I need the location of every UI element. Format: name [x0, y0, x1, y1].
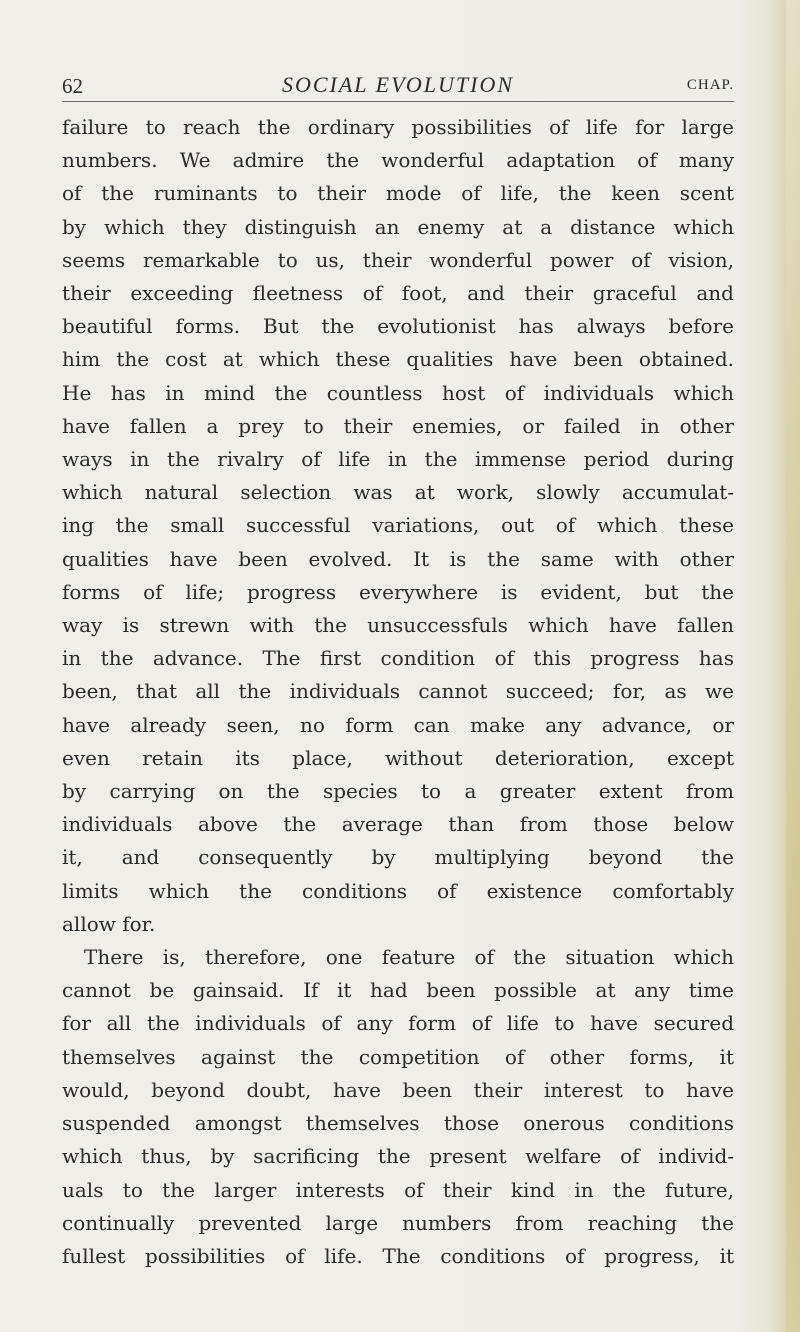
text-line: limits which the conditions of existence comfortably	[62, 878, 734, 903]
text-line: fullest possibilities of life. The conditions of progress, it	[62, 1243, 734, 1268]
text-line: have fallen a prey to their enemies, or failed in other	[62, 413, 734, 438]
text-line: qualities have been evolved. It is the same with other	[62, 546, 734, 571]
text-line: numbers. We admire the wonderful adaptation of many	[62, 148, 734, 173]
text-line: by which they distinguish an enemy at a distance which	[62, 214, 734, 239]
text-line: have already seen, no form can make any advance, or	[62, 712, 734, 737]
text-line: ing the small successful variations, out of which these	[62, 513, 734, 538]
text-line: suspended amongst themselves those onerous conditions	[62, 1111, 734, 1136]
chapter-label: CHAP.	[686, 77, 734, 93]
text-line: which thus, by sacrificing the present welfare of individ-	[62, 1144, 734, 1169]
text-line: He has in mind the countless host of individuals which	[62, 380, 734, 405]
text-line: him the cost at which these qualities have been obtained.	[62, 347, 734, 372]
header-rule	[62, 101, 734, 102]
text-line: ways in the rivalry of life in the immense period during	[62, 447, 734, 472]
text-line: continually prevented large numbers from reaching the	[62, 1210, 734, 1235]
text-line: been, that all the individuals cannot succeed; for, as we	[62, 679, 734, 704]
page-edge-shadow	[786, 0, 800, 1332]
text-line: way is strewn with the unsuccessfuls which have fallen	[62, 613, 734, 638]
text-line: There is, therefore, one feature of the situation which	[84, 945, 734, 970]
text-line: forms of life; progress everywhere is evident, but the	[62, 579, 734, 604]
text-line: would, beyond doubt, have been their interest to have	[62, 1077, 734, 1102]
text-line: it, and consequently by multiplying beyond the	[62, 845, 734, 870]
text-line: individuals above the average than from those below	[62, 812, 734, 837]
text-line: even retain its place, without deterioration, except	[62, 745, 734, 770]
text-line: seems remarkable to us, their wonderful power of vision,	[62, 247, 734, 272]
text-line: beautiful forms. But the evolutionist has always before	[62, 314, 734, 339]
text-line: for all the individuals of any form of life to have secured	[62, 1011, 734, 1036]
text-line: allow for.	[62, 911, 156, 936]
body-text	[62, 111, 734, 1273]
page-number: 62	[62, 74, 83, 98]
text-line: themselves against the competition of other forms, it	[62, 1044, 734, 1069]
text-line: which natural selection was at work, slowly accumulat-	[62, 480, 734, 505]
text-line: their exceeding fleetness of foot, and their graceful and	[62, 281, 734, 306]
text-line: in the advance. The first condition of this progress has	[62, 646, 734, 671]
text-line: cannot be gainsaid. If it had been possible at any time	[62, 978, 734, 1003]
text-line: uals to the larger interests of their kind in the future,	[62, 1177, 734, 1202]
running-title: SOCIAL EVOLUTION	[281, 72, 515, 97]
text-line: by carrying on the species to a greater extent from	[62, 779, 734, 804]
running-header	[62, 72, 734, 102]
text-line: failure to reach the ordinary possibilities of life for large	[62, 115, 734, 139]
text-line: of the ruminants to their mode of life, the keen scent	[62, 181, 734, 206]
